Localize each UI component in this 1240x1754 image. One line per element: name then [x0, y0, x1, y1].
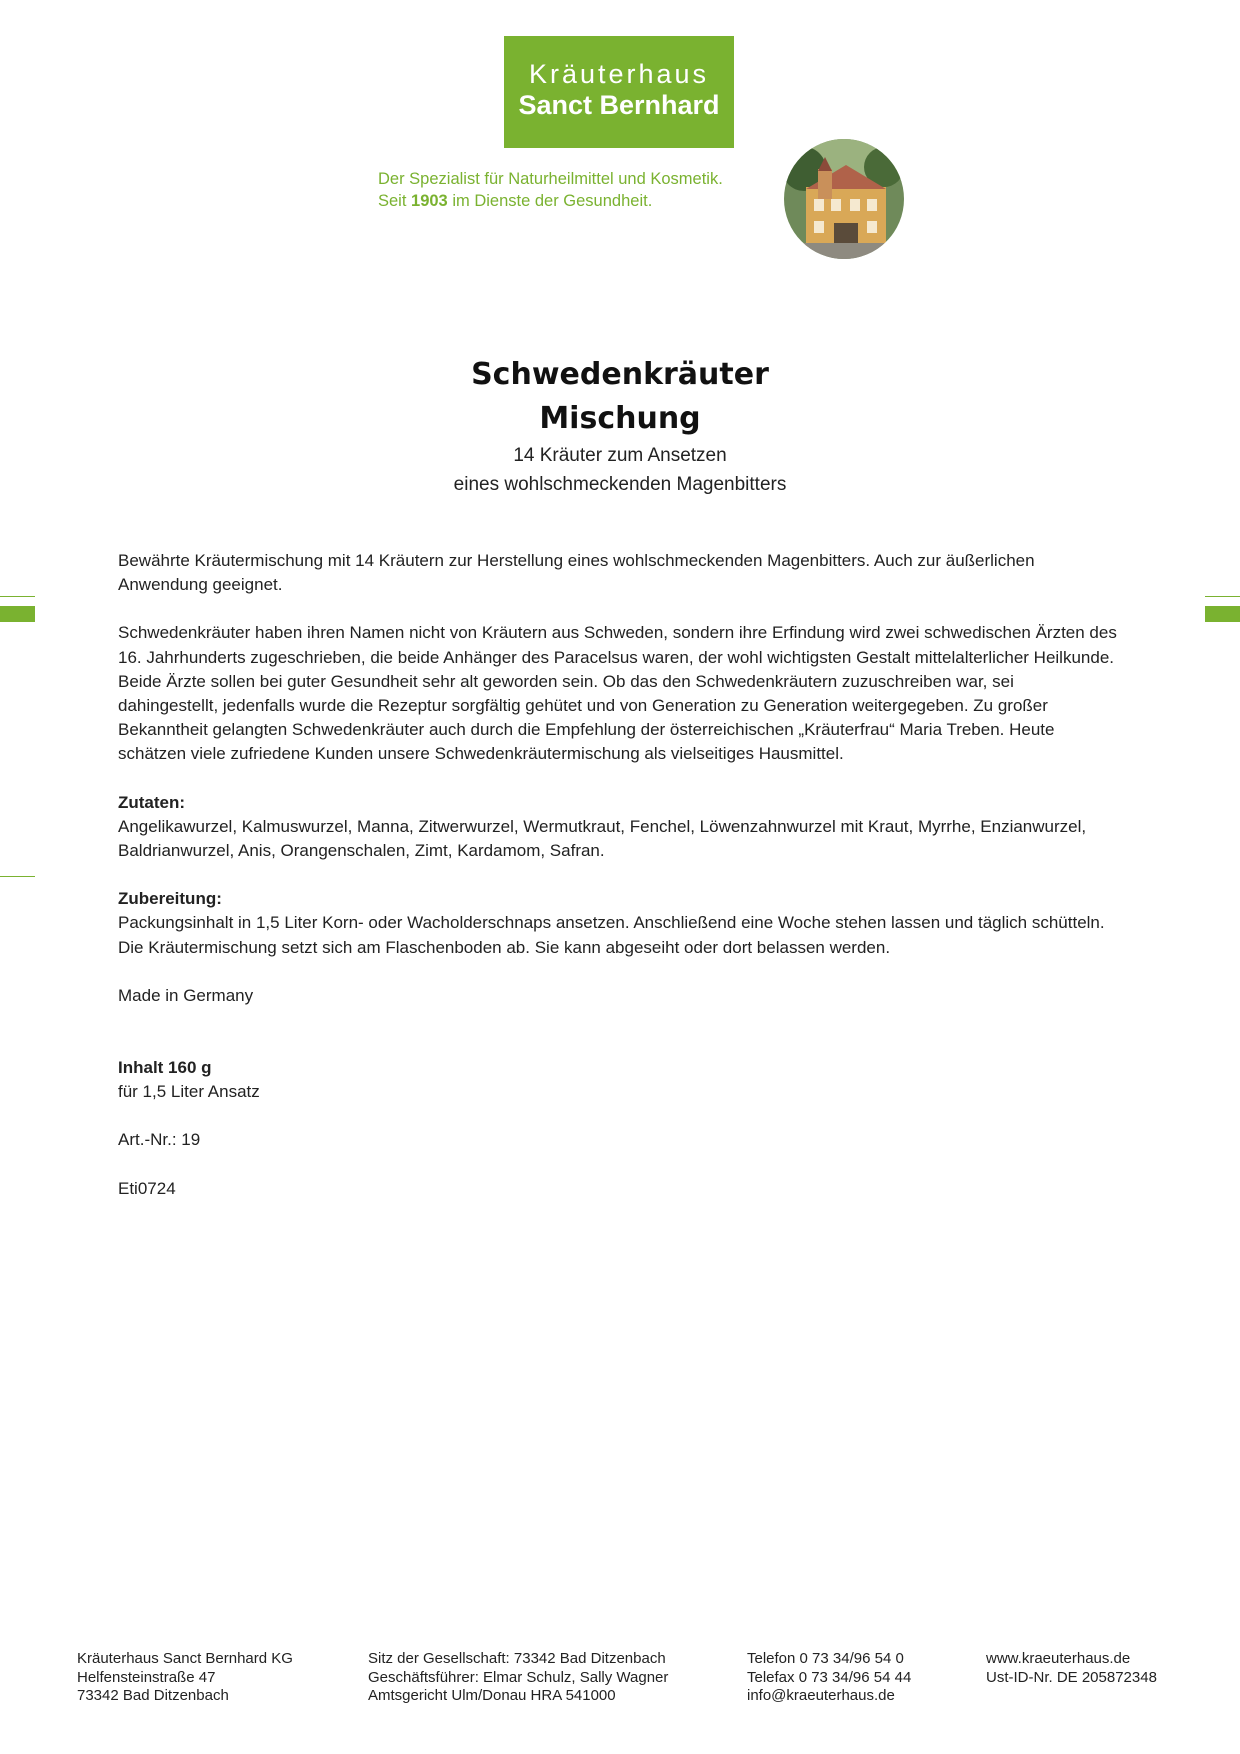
footer-street: Helfensteinstraße 47 [77, 1668, 216, 1686]
title-line1: Schwedenkräuter [471, 357, 769, 392]
product-description [118, 549, 1118, 1225]
subtitle-line2: eines wohlschmeckenden Magenbitters [453, 474, 787, 495]
footer-legal-column [368, 1650, 668, 1706]
product-subtitle [0, 441, 1240, 499]
tagline-line2 [378, 190, 778, 212]
footer-court: Amtsgericht Ulm/Donau HRA 541000 [368, 1687, 616, 1704]
left-trim-block [0, 606, 35, 622]
footer-company-column [77, 1650, 293, 1706]
left-trim-line-bottom [0, 876, 35, 877]
content-note: für 1,5 Liter Ansatz [118, 1082, 260, 1102]
origin-text: Made in Germany [118, 985, 254, 1005]
preparation-heading: Zubereitung: [118, 889, 222, 909]
right-trim-block [1205, 606, 1240, 622]
footer-seat: Sitz der Gesellschaft: 73342 Bad Ditzenbach [368, 1650, 666, 1667]
product-title [0, 353, 1240, 441]
right-trim-line-top [1205, 596, 1240, 597]
ingredients-paragraph: Angelikawurzel, Kalmuswurzel, Manna, Zitwerwurzel, Wermutkraut, Fenchel, Löwenzahnwurzel mit Kraut, Myrrhe, Enzianwurzel, Baldrianwurzel, Anis, Orangenschalen, Zimt, Kardamom, Safran. [118, 816, 1087, 861]
left-trim-line-top [0, 596, 35, 597]
preparation-paragraph: Packungsinhalt in 1,5 Liter Korn- oder Wacholderschnaps ansetzen. Anschließend eine Woche stehen lassen und täglich schütteln. Die Kräutermischung setzt sich am Flaschenboden ab. Sie kann abgeseiht oder dort belassen werden. [118, 913, 1105, 957]
tagline-prefix: Seit [378, 192, 407, 210]
title-line2: Mischung [539, 401, 701, 436]
footer-web-column [986, 1650, 1157, 1687]
ingredients-heading: Zutaten: [118, 792, 186, 812]
footer-company-name: Kräuterhaus Sanct Bernhard KG [77, 1650, 293, 1667]
tagline-year: 1903 [411, 192, 448, 210]
footer-fax: Telefax 0 73 34/96 54 44 [747, 1668, 912, 1686]
intro-paragraph: Bewährte Kräutermischung mit 14 Kräutern zur Herstellung eines wohlschmeckenden Magenbitters. Auch zur äußerlichen Anwendung geeignet. [118, 551, 1035, 595]
footer-vat-id: Ust-ID-Nr. DE 205872348 [986, 1668, 1157, 1686]
building-photo [784, 139, 904, 259]
footer-phone: Telefon 0 73 34/96 54 0 [747, 1650, 904, 1667]
label-code: Eti0724 [118, 1178, 176, 1198]
footer-contact-column [747, 1650, 911, 1706]
building-illustration-icon [784, 139, 904, 259]
brand-logo [504, 36, 734, 148]
tagline-suffix: im Dienste der Gesundheit. [452, 192, 653, 210]
content-label: Inhalt 160 g [118, 1058, 212, 1078]
footer-email[interactable]: info@kraeuterhaus.de [747, 1687, 895, 1704]
logo-line2: Sanct Bernhard [518, 90, 720, 120]
footer-website[interactable]: www.kraeuterhaus.de [986, 1650, 1131, 1667]
tagline-line1: Der Spezialist für Naturheilmittel und Kosmetik. [378, 170, 723, 188]
logo-line1: Kräuterhaus [528, 59, 710, 89]
tagline [378, 168, 778, 212]
subtitle-line1: 14 Kräuter zum Ansetzen [513, 445, 727, 466]
history-paragraph: Schwedenkräuter haben ihren Namen nicht von Kräutern aus Schweden, sondern ihre Erfindung wird zwei schwedischen Ärzten des 16. Jahrhunderts zugeschrieben, die beide Anhänger des Paracelsus waren, der wohl wichtigsten Gestalt mittelalterlicher Heilkunde. Beide Ärzte sollen bei guter Gesundheit sehr alt geworden sein. Ob das den Schwedenkräutern zuzuschreiben war, sei dahingestellt, jedenfalls wurde die Rezeptur sorgfältig gehütet und von Generation zu Generation weitergegeben. Zu großer Bekanntheit gelangten Schwedenkräuter auch durch die Empfehlung der österreichischen „Kräuterfrau“ Maria Treben. Heute schätzen viele zufriedene Kunden unsere Schwedenkräutermischung als vielseitiges Hausmittel. [118, 623, 1117, 764]
footer-managers: Geschäftsführer: Elmar Schulz, Sally Wagner [368, 1668, 669, 1686]
article-number: Art.-Nr.: 19 [118, 1130, 201, 1150]
footer-city: 73342 Bad Ditzenbach [77, 1687, 229, 1704]
